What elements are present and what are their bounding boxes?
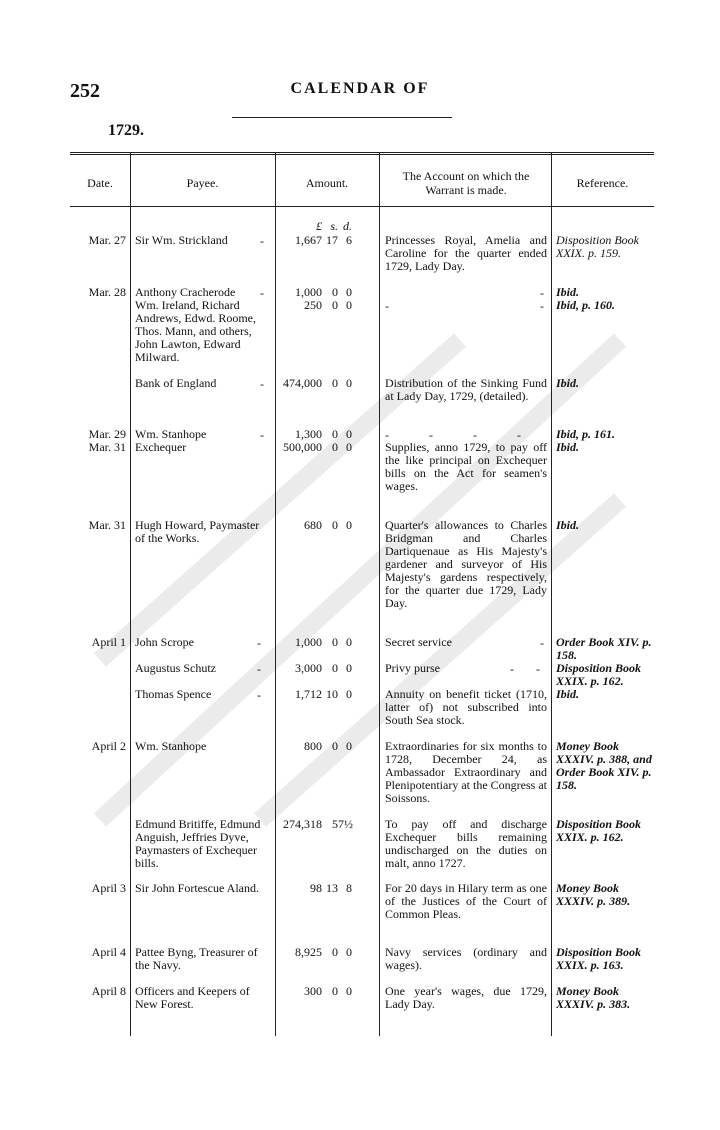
amount-shillings: 0 bbox=[332, 518, 338, 532]
amount-pounds: 98 bbox=[310, 881, 322, 895]
amount-shillings: 0 bbox=[332, 376, 338, 390]
row-date: Mar. 27 bbox=[88, 233, 126, 247]
amount-pounds: 1,300 bbox=[295, 427, 322, 441]
row-date: April 1 bbox=[91, 635, 126, 649]
row-account: Quarter's allowances to Charles Bridgman and Charles Dartiquenaue as His Majesty's gardener and surveyor of His Majesty's gardens respectively, for the quarter due 1729, Lady Day. bbox=[385, 518, 547, 610]
row-payee: Sir John Fortescue Aland. bbox=[135, 881, 259, 895]
row-reference: Money Book XXXIV. p. 389. bbox=[556, 881, 631, 908]
row-amount bbox=[280, 234, 352, 247]
row-amount bbox=[280, 636, 352, 649]
row-payee: Exchequer bbox=[135, 440, 187, 454]
row-account: For 20 days in Hilary term as one of the Justices of the Court of Common Pleas. bbox=[385, 881, 547, 921]
leader-dash: - bbox=[257, 688, 261, 702]
row-amount bbox=[280, 688, 352, 701]
row-reference: Ibid. bbox=[556, 518, 580, 532]
row-date: Mar. 28 bbox=[88, 285, 126, 299]
row-reference: Money Book XXXIV. p. 383. bbox=[556, 984, 631, 1011]
col-divider-3 bbox=[379, 152, 380, 1036]
row-reference: Money Book XXXIV. p. 388, and Order Book XIV. p. 158. bbox=[556, 739, 652, 792]
row-reference: Ibid. bbox=[556, 687, 580, 701]
amount-pounds: 1,000 bbox=[295, 635, 322, 649]
page-title: CALENDAR OF bbox=[290, 80, 430, 97]
amount-pounds: 500,000 bbox=[283, 440, 322, 454]
row-date: Mar. 29 bbox=[88, 427, 126, 441]
leader-dash: - bbox=[385, 299, 389, 313]
row-date: Mar. 31 bbox=[88, 518, 126, 532]
row-payee: Pattee Byng, Treasurer of the Navy. bbox=[135, 945, 258, 972]
page-number: 252 bbox=[70, 80, 100, 102]
amount-pence: 0 bbox=[346, 984, 352, 998]
row-account: Navy services (ordinary and wages). bbox=[385, 945, 547, 972]
row-amount bbox=[280, 662, 352, 675]
row-payee: Hugh Howard, Paymaster of the Works. bbox=[135, 518, 260, 545]
unit-pence: d. bbox=[343, 219, 352, 233]
amount-pounds: 1,000 bbox=[295, 285, 322, 299]
row-amount bbox=[280, 740, 352, 753]
amount-pounds: 474,000 bbox=[283, 376, 322, 390]
amount-shillings: 0 bbox=[332, 945, 338, 959]
header-reference: Reference. bbox=[576, 175, 629, 190]
leader-dash: - bbox=[540, 636, 544, 650]
amount-pounds: 300 bbox=[304, 984, 322, 998]
row-reference: Ibid. bbox=[556, 285, 580, 299]
row-payee: Sir Wm. Strickland bbox=[135, 233, 228, 247]
row-payee: Wm. Ireland, Richard Andrews, Edwd. Roome, Thos. Mann, and others, John Lawton, Edward Milward. bbox=[135, 298, 256, 364]
amount-pence: 0 bbox=[346, 661, 352, 675]
leader-dash: - bbox=[260, 377, 264, 391]
row-date: April 4 bbox=[91, 945, 126, 959]
amount-pence: 8 bbox=[346, 881, 352, 895]
row-account: Secret service bbox=[385, 635, 452, 649]
row-amount bbox=[280, 299, 352, 312]
col-divider-4 bbox=[551, 152, 552, 1036]
row-amount bbox=[280, 441, 352, 454]
header-amount: Amount. bbox=[305, 175, 349, 190]
amount-pounds: 8,925 bbox=[295, 945, 322, 959]
leader-dash: - bbox=[260, 428, 264, 442]
leader-dash: ---- bbox=[385, 428, 561, 442]
row-account: Princesses Royal, Amelia and Caroline for the quarter ended 1729, Lady Day. bbox=[385, 233, 547, 273]
row-account: Supplies, anno 1729, to pay off the like principal on Exchequer bills on the Act for seamen's wages. bbox=[385, 440, 547, 493]
leader-dash: - bbox=[257, 636, 261, 650]
col-divider-2 bbox=[275, 152, 276, 1036]
row-account: To pay off and discharge Exchequer bills remaining undischarged on the duties on malt, anno 1727. bbox=[385, 817, 547, 870]
amount-shillings: 13 bbox=[326, 881, 338, 895]
amount-shillings: 0 bbox=[332, 298, 338, 312]
amount-pounds: 250 bbox=[304, 298, 322, 312]
amount-pence: 0 bbox=[346, 945, 352, 959]
amount-shillings: 5 bbox=[332, 817, 338, 831]
leader-dash: - bbox=[260, 234, 264, 248]
row-payee: Augustus Schutz bbox=[135, 661, 216, 675]
row-reference: Ibid, p. 160. bbox=[556, 298, 616, 312]
amount-pence: 0 bbox=[346, 518, 352, 532]
row-reference: Ibid. bbox=[556, 440, 580, 454]
amount-shillings: 0 bbox=[332, 440, 338, 454]
header-account: The Account on which the Warrant is made. bbox=[402, 168, 530, 197]
row-payee: Wm. Stanhope bbox=[135, 739, 207, 753]
amount-units bbox=[280, 220, 352, 233]
amount-shillings: 0 bbox=[332, 285, 338, 299]
row-amount bbox=[280, 377, 352, 390]
row-reference: Disposition Book XXIX. p. 163. bbox=[556, 945, 642, 972]
row-payee: Edmund Britiffe, Edmund Anguish, Jeffries Dyve, Paymasters of Exchequer bills. bbox=[135, 817, 261, 870]
amount-pence: 0 bbox=[346, 440, 352, 454]
amount-shillings: 0 bbox=[332, 635, 338, 649]
row-reference: Disposition Book XXIX. p. 162. bbox=[556, 817, 642, 844]
row-reference: Ibid. bbox=[556, 376, 580, 390]
row-date: Mar. 31 bbox=[88, 440, 126, 454]
leader-dash: - bbox=[260, 286, 264, 300]
header-date: Date. bbox=[87, 175, 113, 190]
amount-pence: 0 bbox=[346, 285, 352, 299]
amount-pence: 0 bbox=[346, 427, 352, 441]
amount-pence: 0 bbox=[346, 298, 352, 312]
amount-pence: 0 bbox=[346, 635, 352, 649]
row-date: April 2 bbox=[91, 739, 126, 753]
table-top-rule-2 bbox=[70, 154, 654, 155]
row-account: One year's wages, due 1729, Lady Day. bbox=[385, 984, 547, 1011]
leader-dash: - bbox=[540, 286, 544, 300]
year-heading: 1729. bbox=[108, 122, 144, 139]
row-payee: Officers and Keepers of New Forest. bbox=[135, 984, 250, 1011]
row-payee: Wm. Stanhope bbox=[135, 427, 207, 441]
amount-pence: 0 bbox=[346, 739, 352, 753]
row-reference: Disposition Book XXIX. p. 159. bbox=[556, 233, 639, 260]
col-divider-1 bbox=[130, 152, 131, 1036]
row-date: April 3 bbox=[91, 881, 126, 895]
row-reference: Order Book XIV. p. 158. bbox=[556, 635, 652, 662]
leader-dash: - bbox=[540, 299, 544, 313]
amount-shillings: 0 bbox=[332, 984, 338, 998]
amount-pence: 7½ bbox=[338, 817, 353, 831]
amount-shillings: 0 bbox=[332, 739, 338, 753]
row-amount bbox=[280, 519, 352, 532]
table-top-rule bbox=[70, 152, 654, 153]
row-account: Privy purse bbox=[385, 661, 440, 675]
unit-pounds: £ bbox=[316, 219, 322, 233]
unit-shillings: s. bbox=[330, 219, 338, 233]
amount-pounds: 680 bbox=[304, 518, 322, 532]
row-amount bbox=[280, 946, 352, 959]
row-amount bbox=[280, 818, 352, 831]
header-payee: Payee. bbox=[186, 175, 219, 190]
row-payee: John Scrope bbox=[135, 635, 194, 649]
row-account: Distribution of the Sinking Fund at Lady Day, 1729, (detailed). bbox=[385, 376, 547, 403]
amount-shillings: 17 bbox=[326, 233, 338, 247]
row-date: April 8 bbox=[91, 984, 126, 998]
amount-pounds: 274,318 bbox=[283, 817, 322, 831]
amount-pence: 0 bbox=[346, 687, 352, 701]
amount-pounds: 1,667 bbox=[295, 233, 322, 247]
amount-pounds: 3,000 bbox=[295, 661, 322, 675]
row-payee: Anthony Cracherode bbox=[135, 285, 236, 299]
row-amount bbox=[280, 882, 352, 895]
amount-shillings: 10 bbox=[326, 687, 338, 701]
amount-pence: 6 bbox=[346, 233, 352, 247]
row-amount bbox=[280, 985, 352, 998]
amount-shillings: 0 bbox=[332, 661, 338, 675]
row-payee: Thomas Spence bbox=[135, 687, 212, 701]
amount-pounds: 800 bbox=[304, 739, 322, 753]
row-reference: Ibid, p. 161. bbox=[556, 427, 616, 441]
row-reference: Disposition Book XXIX. p. 162. bbox=[556, 661, 642, 688]
row-account: Annuity on benefit ticket (1710, latter of) not subscribed into South Sea stock. bbox=[385, 687, 547, 727]
row-account: Extraordinaries for six months to 1728, December 24, as Ambassador Extraordinary and Plenipotentiary at the Congress at Soissons. bbox=[385, 739, 547, 805]
title-rule bbox=[232, 117, 452, 118]
leader-dash: -- bbox=[510, 662, 562, 676]
amount-pounds: 1,712 bbox=[295, 687, 322, 701]
amount-pence: 0 bbox=[346, 376, 352, 390]
header-bottom-rule bbox=[70, 206, 654, 207]
row-payee: Bank of England bbox=[135, 376, 217, 390]
amount-shillings: 0 bbox=[332, 427, 338, 441]
leader-dash: - bbox=[257, 662, 261, 676]
